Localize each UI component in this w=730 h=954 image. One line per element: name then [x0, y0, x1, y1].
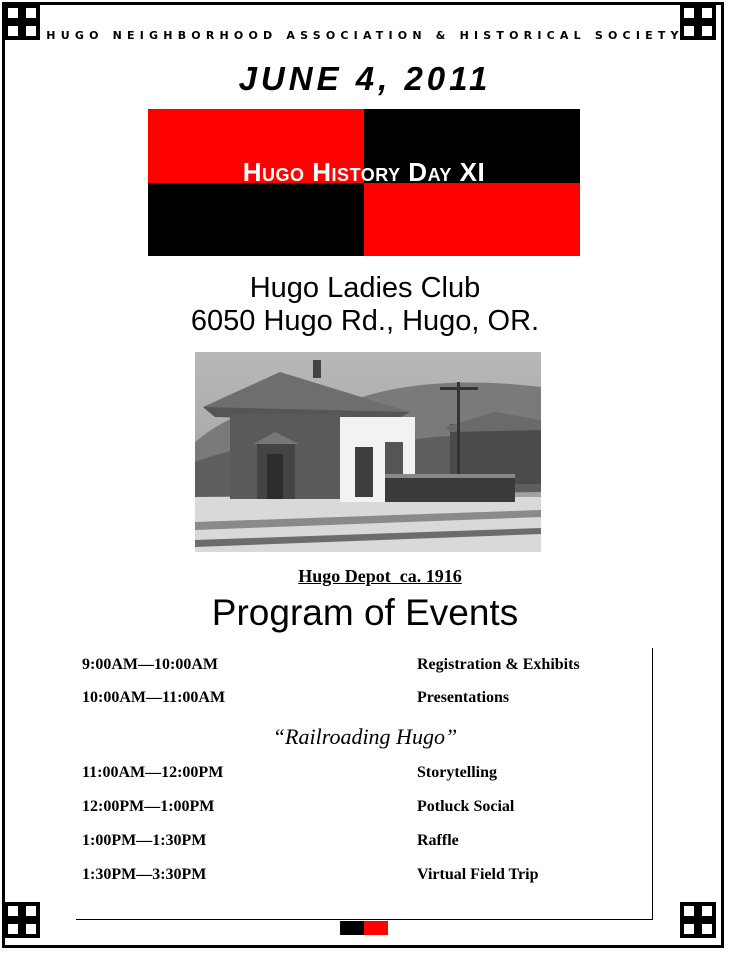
event-time: 11:00AM—12:00PM — [82, 764, 224, 781]
title-banner — [148, 109, 580, 256]
photo-caption: Hugo Depot ca. 1916 — [298, 566, 462, 586]
corner-ornament-bottom-left — [4, 902, 48, 946]
event-name: Registration & Exhibits — [417, 656, 580, 673]
footer-block-black — [340, 921, 364, 935]
divider-vertical — [652, 648, 653, 920]
program-theme: “Railroading Hugo” — [272, 724, 458, 749]
event-time: 12:00PM—1:00PM — [82, 798, 215, 815]
event-time: 1:00PM—1:30PM — [82, 832, 207, 849]
event-date: JUNE 4, 2011 — [238, 60, 492, 97]
venue-address: 6050 Hugo Rd., Hugo, OR. — [190, 305, 540, 337]
event-title: Hugo History Day XI — [242, 157, 486, 187]
venue-name: Hugo Ladies Club — [249, 272, 481, 304]
divider-horizontal — [76, 919, 653, 920]
banner-quadrant-bottom-right — [364, 183, 580, 257]
event-time: 10:00AM—11:00AM — [82, 689, 226, 706]
organization-name: HUGO NEIGHBORHOOD ASSOCIATION & HISTORICAL SOCIETY — [46, 29, 684, 42]
depot-photo — [195, 352, 541, 552]
event-name: Potluck Social — [417, 798, 515, 815]
footer-block-red — [364, 921, 388, 935]
event-name: Raffle — [417, 832, 459, 849]
event-name: Virtual Field Trip — [417, 866, 539, 883]
corner-ornament-bottom-right — [680, 902, 724, 946]
event-time: 1:30PM—3:30PM — [82, 866, 207, 883]
event-name: Storytelling — [417, 764, 497, 781]
event-time: 9:00AM—10:00AM — [82, 656, 218, 673]
event-name: Presentations — [417, 689, 510, 706]
program-title: Program of Events — [211, 592, 519, 633]
banner-quadrant-bottom-left — [148, 183, 364, 257]
